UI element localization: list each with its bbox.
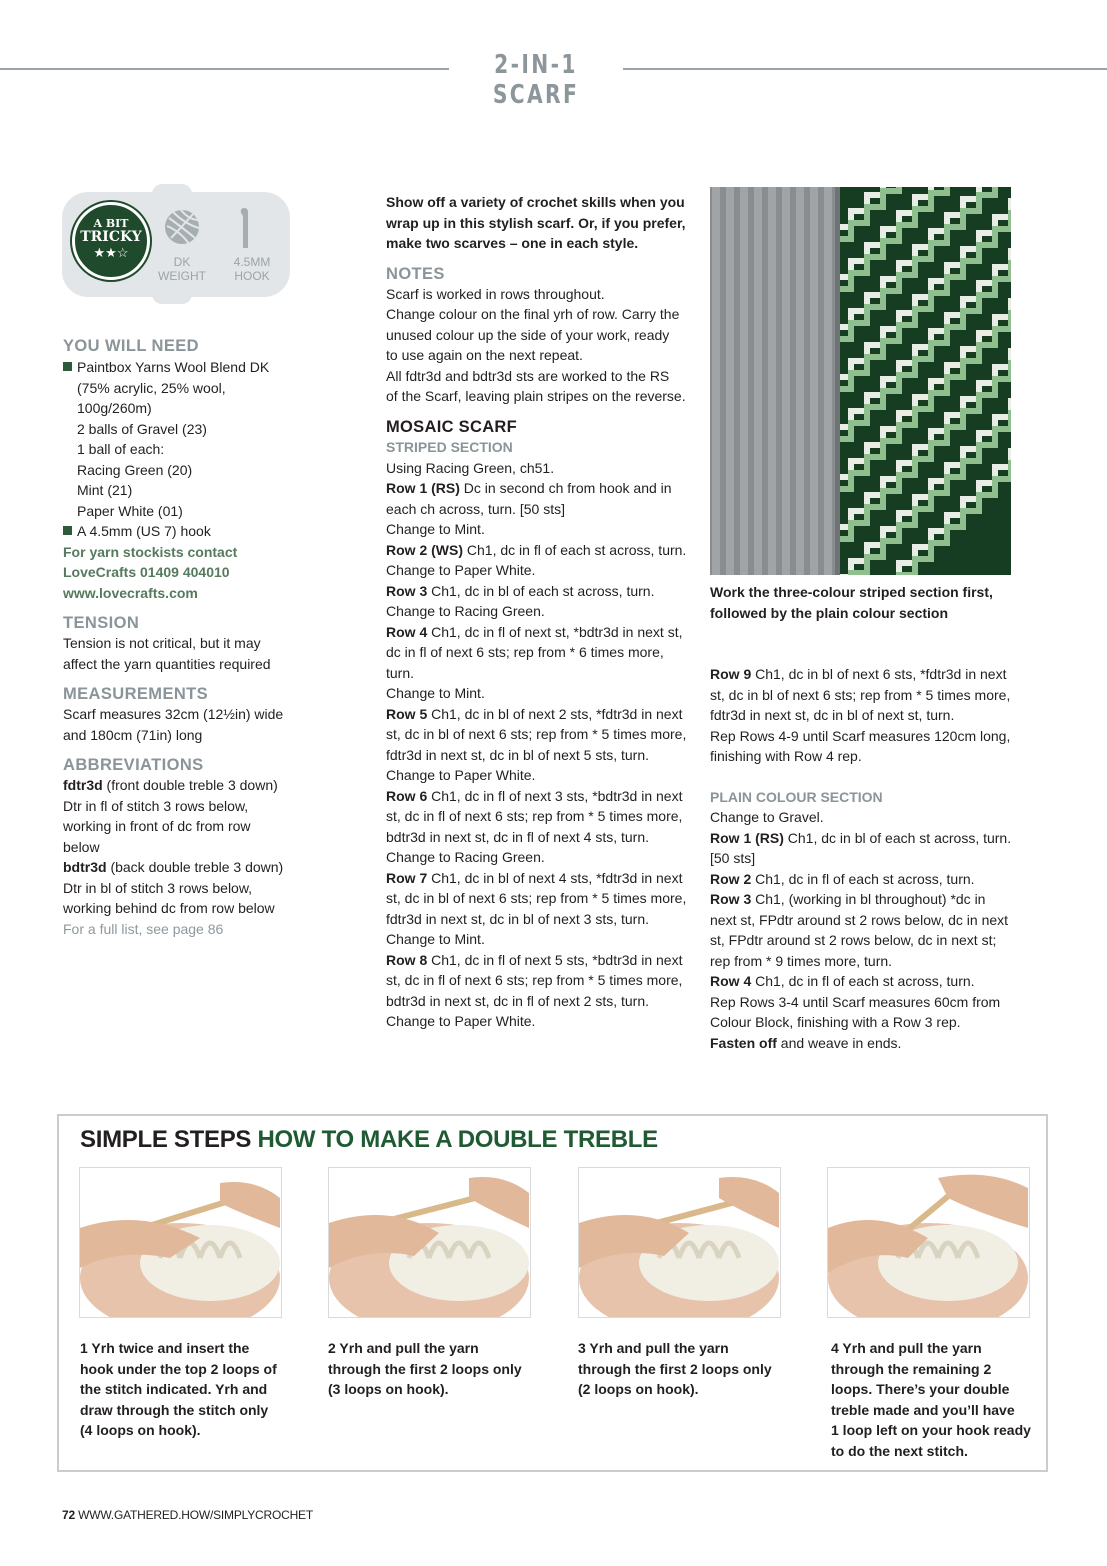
step-3-text: 3 Yrh and pull the yarn through the first 2 loops only (2 loops on hook). — [578, 1340, 772, 1397]
measurements-text: and 180cm (71in) long — [63, 726, 203, 743]
header-rule-right — [623, 68, 1107, 70]
pattern-line: each ch across, turn. [50 sts] — [386, 500, 565, 517]
pattern-row: Fasten off and weave in ends. — [710, 1034, 902, 1051]
you-will-need-heading: YOU WILL NEED — [63, 337, 199, 355]
yarn-weight-label: DK WEIGHT — [158, 255, 206, 283]
notes-heading: NOTES — [386, 264, 445, 283]
pattern-line: st, dc in fl of next 6 sts; rep from * 5 times more, — [386, 808, 683, 824]
pattern-line: Rep Rows 4-9 until Scarf measures 120cm long, — [710, 727, 1011, 744]
pattern-row: Row 3 Ch1, dc in bl of each st across, turn. — [386, 582, 655, 599]
step-4-text: 4 Yrh and pull the yarn through the remaining 2 loops. There’s your double treble made and you’ll have 1 loop left on your hook ready to do the next stitch. — [831, 1340, 1031, 1459]
difficulty-label-line2: TRICKY — [80, 229, 142, 245]
pattern-line: st, dc in bl of next 6 sts; rep from * 5 times more, — [386, 890, 687, 906]
pattern-row: Row 3 Ch1, (working in bl throughout) *dc in — [710, 891, 986, 907]
pattern-line: Change to Mint. — [386, 521, 485, 537]
pattern-line: Change to Paper White. — [386, 562, 536, 578]
page-footer — [62, 1508, 313, 1522]
pattern-line: rep from * 9 times more, turn. — [710, 952, 893, 969]
yarn-detail: Paper White (01) — [77, 502, 183, 519]
step-3-photo — [578, 1167, 781, 1318]
pattern-row: Row 1 (RS) Dc in second ch from hook and in — [386, 480, 672, 496]
hook-item: A 4.5mm (US 7) hook — [63, 521, 353, 542]
pattern-line: [50 sts] — [710, 850, 756, 866]
tension-heading: TENSION — [63, 614, 140, 632]
pattern-row: Row 2 (WS) Ch1, dc in fl of each st across, turn. — [386, 541, 687, 558]
pattern-line: bdtr3d in next st, dc in fl of next 4 sts, turn. — [386, 828, 650, 845]
yarn-item: Paintbox Yarns Wool Blend DK — [63, 357, 353, 378]
stockist-phone: LoveCrafts 01409 404010 — [63, 564, 230, 580]
difficulty-badge — [72, 202, 150, 280]
pattern-line: next st, FPdtr around st 2 rows below, dc in next — [710, 911, 1009, 928]
photo-caption: Work the three-colour striped section first, followed by the plain colour section — [710, 584, 993, 621]
hook-size-label: 4.5MM HOOK — [233, 255, 271, 283]
page-number: 72 — [62, 1508, 75, 1522]
pattern-line: turn. — [386, 664, 415, 681]
scarf-photo — [710, 187, 1011, 575]
step-4-photo — [827, 1167, 1030, 1318]
pattern-line: finishing with Row 4 rep. — [710, 748, 862, 764]
mosaic-heading: MOSAIC SCARF — [386, 417, 518, 436]
pattern-line: Colour Block, finishing with a Row 3 rep. — [710, 1014, 961, 1030]
pattern-row: Row 7 Ch1, dc in bl of next 4 sts, *fdtr3d in next — [386, 869, 683, 886]
pattern-row: Row 9 Ch1, dc in bl of next 6 sts, *fdtr3d in next — [710, 666, 1007, 682]
pattern-line: dc in fl of next 6 sts; rep from * 6 times more, — [386, 644, 664, 660]
pattern-row: Row 8 Ch1, dc in fl of next 5 sts, *bdtr3d in next — [386, 951, 683, 968]
middle-column — [386, 192, 698, 1032]
yarn-detail: 100g/260m) — [77, 400, 152, 416]
pattern-line: st, dc in fl of next 6 sts; rep from * 5 times more, — [386, 972, 683, 988]
abbreviation-def: below — [63, 838, 100, 855]
pattern-line: Using Racing Green, ch51. — [386, 459, 555, 476]
pattern-row: Row 4 Ch1, dc in fl of each st across, turn. — [710, 973, 975, 989]
pattern-line: st, dc in bl of next 6 sts; rep from * 5 times more, — [386, 726, 687, 742]
step-1-text: 1 Yrh twice and insert the hook under the top 2 loops of the stitch indicated. Yrh and draw through the stitch only (4 loops on hook). — [80, 1340, 277, 1438]
pattern-line: Change to Gravel. — [710, 809, 824, 825]
yarn-ball-icon — [163, 208, 201, 246]
notes-text: Change colour on the final yrh of row. Carry the — [386, 306, 680, 322]
header-rule-left — [0, 68, 449, 70]
yarn-detail: (75% acrylic, 25% wool, — [77, 379, 226, 396]
plain-colour-heading: PLAIN COLOUR SECTION — [710, 788, 883, 805]
full-list-link[interactable]: For a full list, see page 86 — [63, 920, 224, 937]
yarn-detail: 1 ball of each: — [77, 441, 165, 457]
notes-text: All fdtr3d and bdtr3d sts are worked to the RS — [386, 367, 670, 384]
pattern-line: st, FPdtr around st 2 rows below, dc in next st; — [710, 932, 997, 948]
pattern-row: Row 6 Ch1, dc in fl of next 3 sts, *bdtr3d in next — [386, 787, 683, 804]
pattern-line: fdtr3d in next st, dc in bl of next 5 sts, turn. — [386, 746, 650, 763]
stockist-text: For yarn stockists contact — [63, 543, 238, 560]
difficulty-stars: ★★☆ — [93, 245, 129, 260]
crochet-hook-icon — [236, 206, 256, 250]
pattern-row: Row 5 Ch1, dc in bl of next 2 sts, *fdtr3d in next — [386, 705, 683, 722]
measurements-text: Scarf measures 32cm (12½in) wide — [63, 706, 284, 722]
striped-heading: STRIPED SECTION — [386, 439, 513, 455]
simple-steps-title: SIMPLE STEPS HOW TO MAKE A DOUBLE TREBLE — [80, 1126, 658, 1153]
difficulty-label-line1: A BIT — [93, 217, 129, 230]
yarn-detail: 2 balls of Gravel (23) — [77, 420, 207, 437]
abbreviation-def: Dtr in fl of stitch 3 rows below, — [63, 797, 249, 814]
pattern-line: Change to Paper White. — [386, 1013, 536, 1029]
left-column — [63, 336, 353, 939]
abbreviation-entry: fdtr3d (front double treble 3 down) — [63, 777, 278, 793]
pattern-line: Change to Paper White. — [386, 767, 536, 783]
pattern-row: Row 4 Ch1, dc in fl of next st, *bdtr3d in next st, — [386, 623, 683, 640]
abbreviation-def: working in front of dc from row — [63, 818, 251, 834]
stockist-link[interactable]: www.lovecrafts.com — [63, 584, 198, 601]
page-title: 2-IN-1 SCARF — [492, 50, 580, 110]
yarn-detail: Racing Green (20) — [77, 461, 193, 478]
pattern-row: Row 1 (RS) Ch1, dc in bl of each st across, turn. — [710, 829, 1012, 846]
abbreviation-entry: bdtr3d (back double treble 3 down) — [63, 859, 284, 875]
pattern-line: Change to Racing Green. — [386, 603, 545, 619]
pattern-line: Rep Rows 3-4 until Scarf measures 60cm from — [710, 993, 1001, 1010]
notes-text: Scarf is worked in rows throughout. — [386, 285, 605, 302]
pattern-line: bdtr3d in next st, dc in fl of next 2 sts, turn. — [386, 992, 650, 1009]
pattern-line: Change to Mint. — [386, 931, 485, 947]
pattern-line: Change to Racing Green. — [386, 849, 545, 865]
notes-text: of the Scarf, leaving plain stripes on the reverse. — [386, 388, 686, 404]
abbreviation-def: working behind dc from row below — [63, 900, 275, 916]
step-2-photo — [328, 1167, 531, 1318]
step-2-text: 2 Yrh and pull the yarn through the first 2 loops only (3 loops on hook). — [328, 1340, 522, 1397]
notes-text: to use again on the next repeat. — [386, 347, 583, 363]
measurements-heading: MEASUREMENTS — [63, 685, 209, 703]
pattern-line: Change to Mint. — [386, 685, 485, 701]
intro-text: wrap up in this stylish scarf. Or, if you prefer, — [386, 214, 686, 231]
step-1-photo — [79, 1167, 282, 1318]
pattern-row: Row 2 Ch1, dc in fl of each st across, turn. — [710, 870, 975, 887]
tension-text: affect the yarn quantities required — [63, 655, 271, 672]
intro-text: Show off a variety of crochet skills when you — [386, 194, 685, 210]
abbreviations-heading: ABBREVIATIONS — [63, 756, 204, 774]
yarn-detail: Mint (21) — [77, 482, 133, 498]
pattern-line: fdtr3d in next st, dc in bl of next 3 sts, turn. — [386, 910, 650, 927]
tension-text: Tension is not critical, but it may — [63, 635, 261, 651]
intro-text: make two scarves – one in each style. — [386, 235, 639, 251]
abbreviation-def: Dtr in bl of stitch 3 rows below, — [63, 879, 253, 896]
pattern-line: fdtr3d in next st, dc in bl of next st, turn. — [710, 707, 955, 723]
right-column — [710, 664, 1030, 1053]
footer-url[interactable]: WWW.GATHERED.HOW/SIMPLYCROCHET — [74, 1508, 313, 1522]
pattern-line: st, dc in bl of next 6 sts; rep from * 5 times more, — [710, 686, 1011, 703]
notes-text: unused colour up the side of your work, ready — [386, 326, 670, 343]
